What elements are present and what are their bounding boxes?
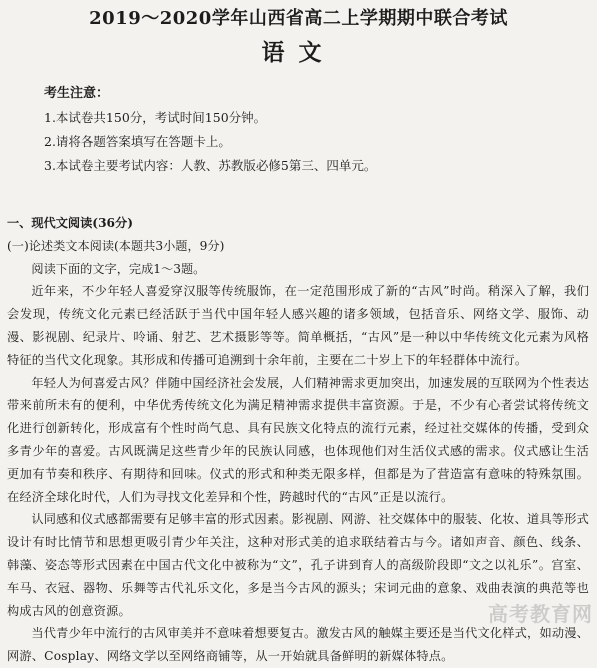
- passage-paragraph: 认同感和仪式感都需要有足够丰富的形式因素。影视剧、网游、社交媒体中的服装、化妆、道具等形式设计有时比情节和思想更吸引青少年关注，这种对形式美的追求联结着古与今。诸如声音、颜色、线条、韩藻、姿态等形式因素在中国古代文化中被称为“文”，孔子讲到育人的高级阶段即“文之以礼乐”。宫室、车马、衣冠、器物、乐舞等古代礼乐文化，多是当今古风的源头；宋词元曲的意象、戏曲表演的典范等也构成古风的创意资源。: [7, 512, 589, 618]
- notice-item: 1.本试卷共150分，考试时间150分钟。: [44, 110, 267, 125]
- passage-paragraph: 年轻人为何喜爱古风？伴随中国经济社会发展，人们精神需求更加突出，加速发展的互联网为个性表达带来前所未有的便利，中华优秀传统文化为满足精神需求提供丰富资源。于是，不少有心者尝试将传统文化进行创新转化，形成富有个性时尚气息、具有民族文化特点的流行元素，经过社交媒体的传播，受到众多青少年的喜爱。古风既满足这些青少年的民族认同感，也体现他们对生活仪式感的需求。仪式感让生活更加有节奏和秩序、有期待和回味。仪式的形式和种类无限多样，但都是为了营造富有意味的特殊氛围。在经济全球化时代，人们为寻找文化差异和个性，跨越时代的“古风”正是以流行。: [7, 375, 589, 504]
- subsection-title: (一)论述类文本阅读(本题共3小题，9分): [7, 238, 225, 253]
- passage-paragraph: 近年来，不少年轻人喜爱穿汉服等传统服饰，在一定范围形成了新的“古风”时尚。稍深入了解，我们会发现，传统文化元素已经活跃于当代中国年轻人感兴趣的诸多领域，包括音乐、网络文学、服饰、动漫、影视剧、纪录片、呤诵、射艺、艺术摄影等等。简单概括，“古风”是一种以中华传统文化元素为风格特征的当代文化现象。其形成和传播可追溯到十余年前，主要在二十岁上下的年轻群体中流行。: [7, 284, 589, 367]
- site-watermark: 高考教育网: [488, 602, 593, 626]
- reading-instruction: 阅读下面的文字，完成1～3题。: [31, 261, 206, 276]
- candidate-notice: [44, 82, 376, 178]
- notice-item: 2.请将各题答案填写在答题卡上。: [44, 134, 231, 149]
- reading-section: [7, 212, 589, 668]
- notice-item: 3.本试卷主要考试内容：人教、苏教版必修5第三、四单元。: [44, 158, 377, 173]
- notice-title: 考生注意：: [44, 86, 110, 101]
- section-title: 一、现代文阅读(36分): [7, 216, 133, 230]
- subject-title: 语文: [261, 39, 336, 66]
- passage-paragraph: 当代青少年中流行的古风审美并不意味着想要复古。激发古风的触媒主要还是当代文化样式，如动漫、网游、Cosplay、网络文学以至网络商铺等，从一开始就具备鲜明的新媒体特点。: [7, 626, 589, 664]
- exam-title: 2019～2020学年山西省高二上学期期中联合考试: [89, 8, 508, 29]
